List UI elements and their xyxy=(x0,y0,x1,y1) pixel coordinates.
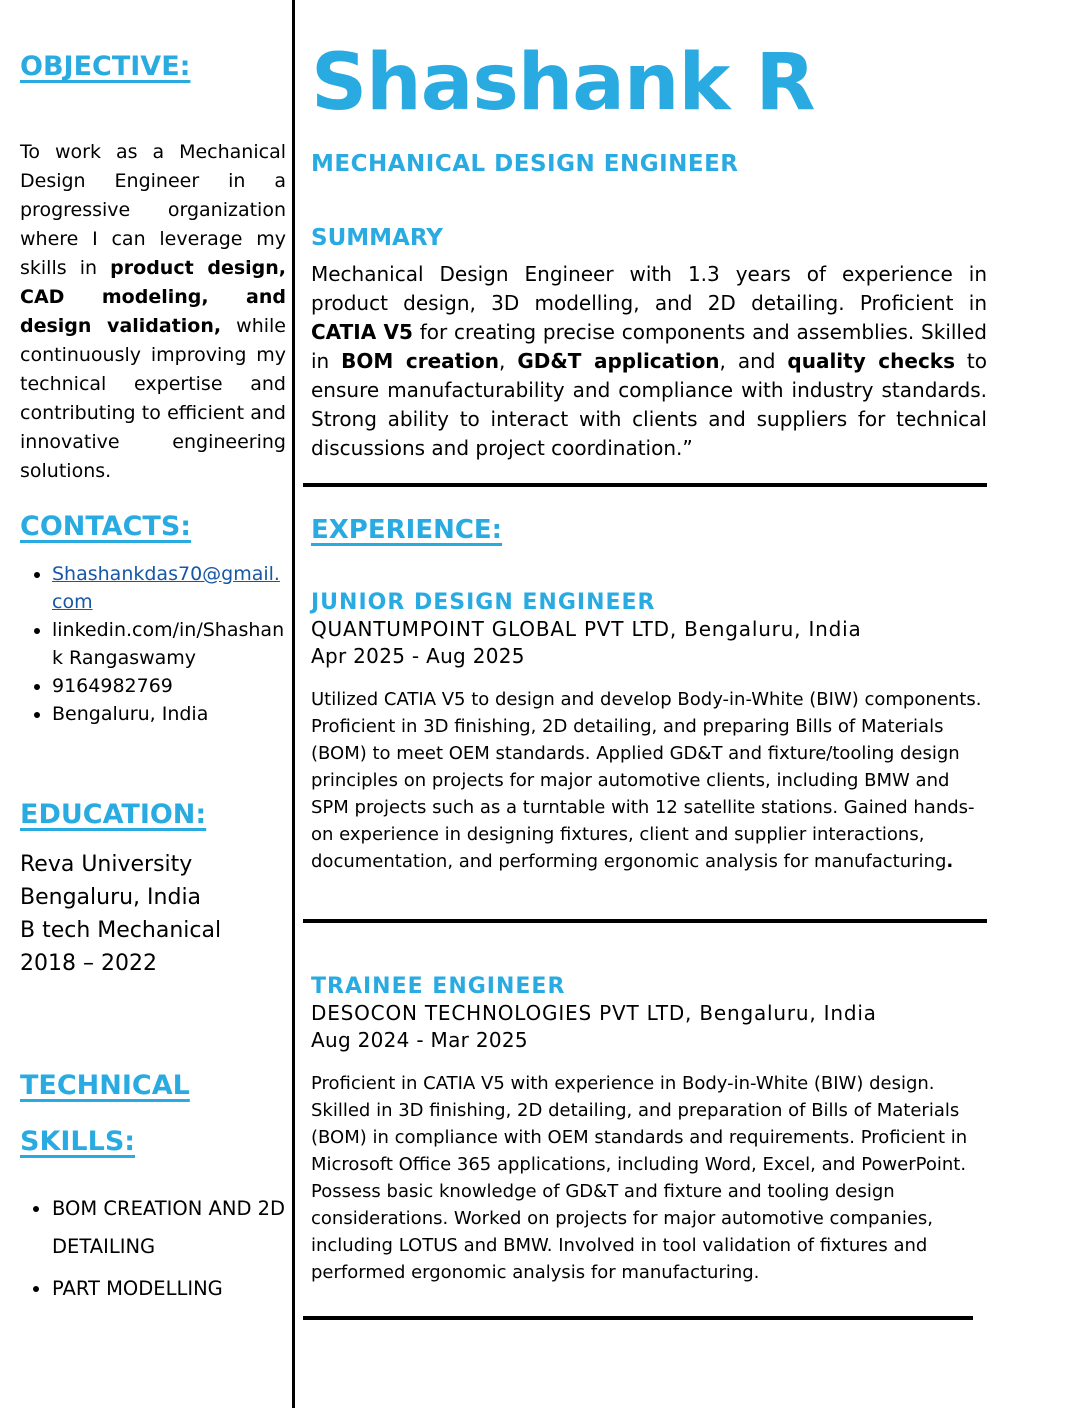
contact-linkedin: • linkedin.com/in/Shashank Rangaswamy xyxy=(52,616,286,672)
contact-phone: • 9164982769 xyxy=(52,672,286,700)
job-title: JUNIOR DESIGN ENGINEER xyxy=(311,590,656,615)
job-title: TRAINEE ENGINEER xyxy=(311,974,566,999)
column-divider xyxy=(292,0,295,1408)
role-title: MECHANICAL DESIGN ENGINEER xyxy=(311,151,739,177)
job-entry xyxy=(311,973,987,1286)
email-link[interactable]: Shashankdas70@gmail.com xyxy=(52,563,280,613)
job-dates: Apr 2025 - Aug 2025 xyxy=(311,644,525,668)
skill-item: • BOM CREATION AND 2D DETAILING xyxy=(52,1190,286,1266)
job-description: Proficient in CATIA V5 with experience in Body-in-White (BIW) design. Skilled in 3D finishing, 2D detailing, and preparation of Bills of Materials (BOM) in compliance with OEM standards and requirements. Proficient in Microsoft Office 365 applications, including Word, Excel, and PowerPoint. Possess basic knowledge of GD&T and fixture and tooling design considerations. Worked on projects for major automotive companies, including LOTUS and BMW. Involved in tool validation of fixtures and performed ergonomic analysis for manufacturing. xyxy=(311,1073,968,1283)
job-company: DESOCON TECHNOLOGIES PVT LTD, Bengaluru, India xyxy=(311,1001,877,1025)
education-line: Reva University xyxy=(20,852,193,877)
contacts-list xyxy=(20,560,286,728)
section-divider xyxy=(303,1316,973,1320)
summary-heading: SUMMARY xyxy=(311,225,443,251)
education-line: Bengaluru, India xyxy=(20,885,202,910)
contacts-heading: CONTACTS: xyxy=(20,511,192,542)
name-title: Shashank R xyxy=(311,38,815,128)
objective-text: To work as a Mechanical Design Engineer in a progressive organization where I can leverage my skills in product design, CAD modeling, and design validation, while continuously improving my technical expertise and contributing to efficient and innovative engineering solutions. xyxy=(20,141,286,482)
education-line: 2018 – 2022 xyxy=(20,951,157,976)
education-heading: EDUCATION: xyxy=(20,799,207,830)
education-details xyxy=(20,848,286,980)
job-company: QUANTUMPOINT GLOBAL PVT LTD, Bengaluru, India xyxy=(311,617,862,641)
experience-heading: EXPERIENCE: xyxy=(311,515,503,545)
skills-list xyxy=(20,1190,286,1308)
left-column xyxy=(20,0,286,1312)
skills-heading: TECHNICAL SKILLS: xyxy=(20,1070,190,1157)
skill-item: • PART MODELLING xyxy=(52,1270,286,1308)
job-entry xyxy=(311,589,987,875)
section-divider xyxy=(303,483,987,487)
job-description: Utilized CATIA V5 to design and develop Body-in-White (BIW) components. Proficient in 3D finishing, 2D detailing, and preparing Bills of Materials (BOM) to meet OEM standards. Applied GD&T and fixture/tooling design principles on projects for major automotive clients, including BMW and SPM projects such as a turntable with 12 satellite stations. Gained hands-on experience in designing fixtures, client and supplier interactions, documentation, and performing ergonomic analysis for manufacturing. xyxy=(311,689,982,872)
section-divider xyxy=(303,919,987,923)
right-column xyxy=(311,0,987,1320)
contact-location: • Bengaluru, India xyxy=(52,700,286,728)
education-line: B tech Mechanical xyxy=(20,918,222,943)
job-dates: Aug 2024 - Mar 2025 xyxy=(311,1028,528,1052)
summary-text: Mechanical Design Engineer with 1.3 years of experience in product design, 3D modelling, and 2D detailing. Proficient in CATIA V5 for creating precise components and assemblies. Skilled in BOM creation, GD&T application, and quality checks to ensure manufacturability and compliance with industry standards. Strong ability to interact with clients and suppliers for technical discussions and project coordination.” xyxy=(311,262,988,460)
objective-heading: OBJECTIVE: xyxy=(20,51,191,82)
contact-email xyxy=(52,560,286,616)
